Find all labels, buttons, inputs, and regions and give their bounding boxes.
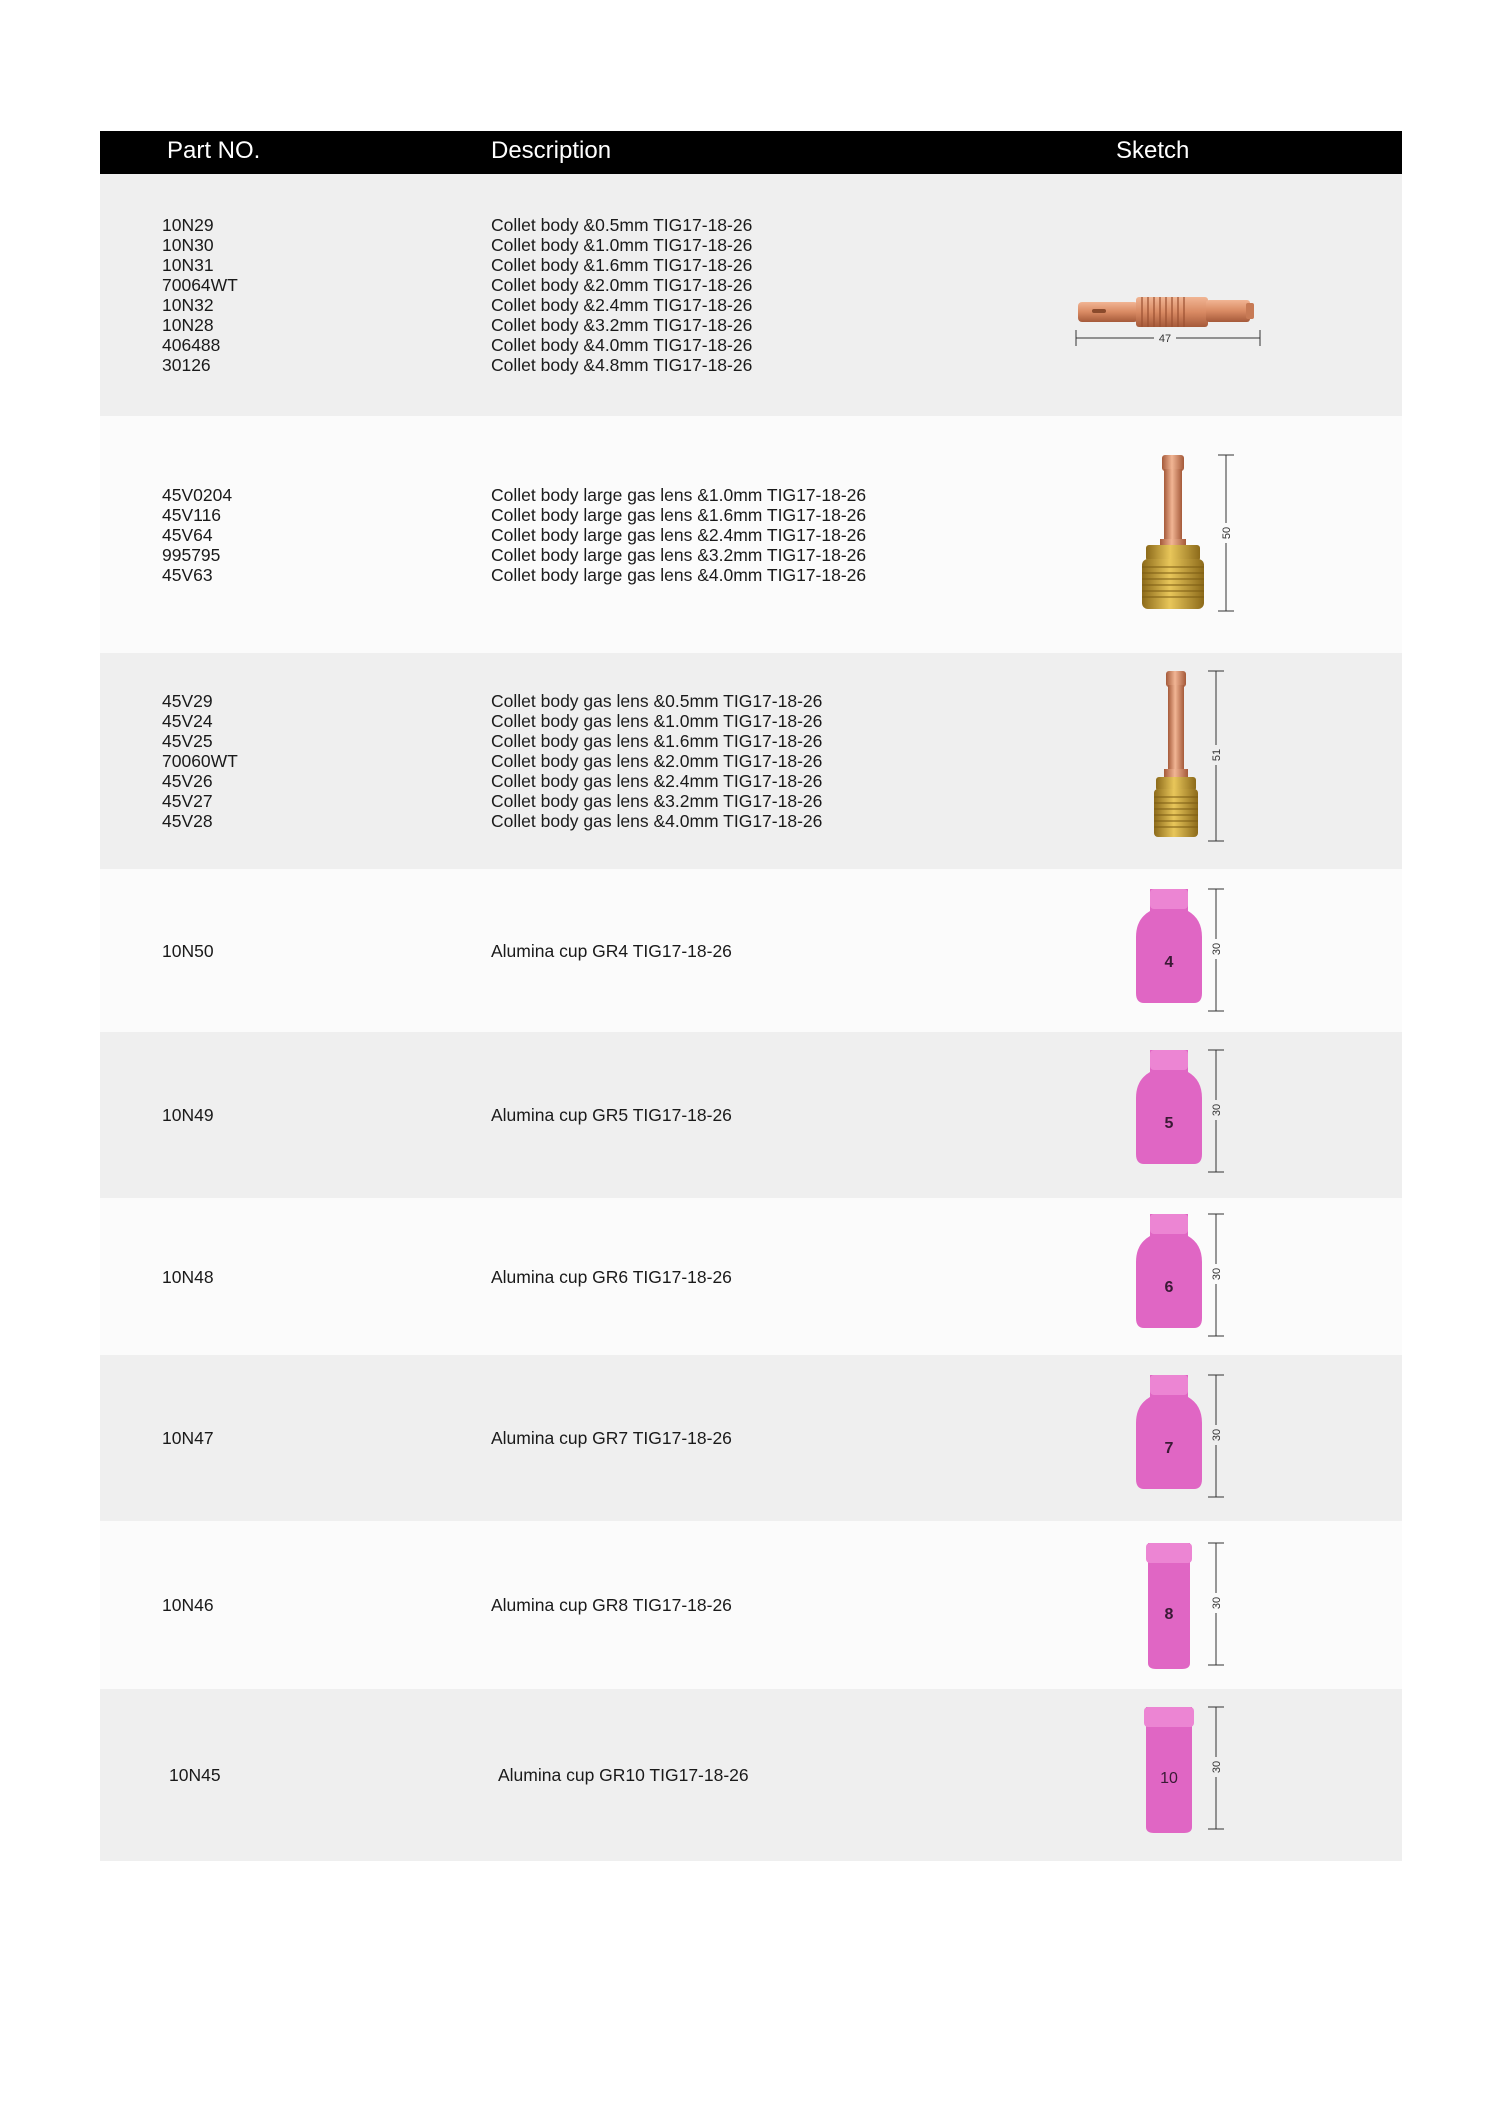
part-numbers [169, 1765, 221, 1785]
part-number: 10N29 [162, 215, 214, 235]
table-header [100, 131, 1402, 174]
alumina-cup-icon [1120, 1371, 1230, 1503]
header-part-no: Part NO. [167, 137, 261, 164]
large-gas-lens-icon [1120, 451, 1250, 626]
description: Collet body &0.5mm TIG17-18-26 [491, 215, 753, 235]
description: Collet body &3.2mm TIG17-18-26 [491, 315, 753, 335]
part-numbers [162, 215, 238, 375]
description: Collet body &2.0mm TIG17-18-26 [491, 275, 753, 295]
part-number: 10N45 [169, 1765, 221, 1785]
part-number: 45V24 [162, 711, 213, 731]
description: Alumina cup GR7 TIG17-18-26 [491, 1428, 732, 1448]
parts-table [100, 131, 1402, 1861]
descriptions [491, 1595, 732, 1615]
descriptions [491, 941, 732, 961]
descriptions [491, 485, 866, 585]
part-number: 10N32 [162, 295, 214, 315]
dimension-label: 30 [1211, 942, 1223, 956]
part-number: 995795 [162, 544, 221, 565]
dimension-label: 30 [1211, 1267, 1223, 1281]
dimension-label: 30 [1211, 1596, 1223, 1610]
part-numbers [162, 1105, 214, 1125]
table-row [100, 1689, 1402, 1861]
part-number: 10N49 [162, 1105, 214, 1125]
descriptions [491, 1428, 732, 1448]
table-row [100, 653, 1402, 869]
description: Collet body &4.8mm TIG17-18-26 [491, 355, 753, 375]
alumina-cup-icon [1120, 1703, 1230, 1835]
table-row [100, 869, 1402, 1032]
part-number: 10N46 [162, 1595, 214, 1615]
part-numbers [162, 1267, 214, 1287]
part-numbers [162, 1595, 214, 1615]
part-number: 10N30 [162, 235, 214, 255]
part-number: 45V0204 [162, 484, 233, 505]
cup-size-label: 8 [1164, 1606, 1174, 1623]
dimension-label: 30 [1211, 1760, 1223, 1774]
dimension-label: 50 [1221, 526, 1233, 540]
table-row [100, 1355, 1402, 1521]
part-number: 10N31 [162, 255, 214, 275]
description: Collet body gas lens &0.5mm TIG17-18-26 [491, 691, 823, 711]
dimension-label: 47 [1158, 333, 1172, 345]
dimension-label: 51 [1211, 748, 1223, 762]
alumina-cup-icon [1120, 1210, 1230, 1342]
table-row [100, 1032, 1402, 1198]
description: Collet body &4.0mm TIG17-18-26 [491, 335, 753, 355]
description: Collet body large gas lens &4.0mm TIG17-18-26 [491, 564, 867, 585]
collet-body-icon [1070, 284, 1270, 354]
part-number: 10N48 [162, 1266, 214, 1287]
description: Collet body gas lens &2.0mm TIG17-18-26 [491, 751, 823, 771]
part-number: 45V27 [162, 791, 213, 811]
part-number: 45V29 [162, 691, 213, 711]
description: Alumina cup GR8 TIG17-18-26 [491, 1595, 732, 1615]
descriptions [491, 1267, 732, 1287]
part-number: 406488 [162, 335, 221, 355]
cup-size-label: 4 [1164, 954, 1174, 971]
description: Collet body gas lens &1.0mm TIG17-18-26 [491, 711, 823, 731]
description: Collet body gas lens &3.2mm TIG17-18-26 [491, 791, 823, 811]
descriptions [498, 1765, 749, 1785]
description: Alumina cup GR6 TIG17-18-26 [491, 1266, 732, 1287]
description: Collet body large gas lens &1.0mm TIG17-18-26 [491, 484, 867, 505]
descriptions [491, 691, 822, 831]
part-number: 45V63 [162, 564, 213, 585]
description: Collet body large gas lens &2.4mm TIG17-18-26 [491, 524, 867, 545]
description: Collet body &2.4mm TIG17-18-26 [491, 295, 753, 315]
description: Collet body gas lens &4.0mm TIG17-18-26 [491, 811, 823, 831]
part-number: 45V28 [162, 811, 213, 831]
dimension-label: 30 [1211, 1103, 1223, 1117]
description: Collet body large gas lens &3.2mm TIG17-18-26 [491, 544, 867, 565]
part-number: 45V26 [162, 771, 213, 791]
part-numbers [162, 941, 214, 961]
header-sketch: Sketch [1116, 137, 1190, 164]
part-number: 10N47 [162, 1428, 214, 1448]
cup-size-label: 6 [1164, 1279, 1174, 1296]
part-number: 45V64 [162, 524, 213, 545]
part-numbers [162, 1428, 214, 1448]
cup-size-label: 10 [1160, 1770, 1178, 1787]
cup-size-label: 7 [1164, 1440, 1174, 1457]
header-description: Description [491, 137, 612, 164]
table-row [100, 416, 1402, 653]
gas-lens-icon [1130, 667, 1240, 857]
descriptions [491, 1105, 732, 1125]
description: Collet body large gas lens &1.6mm TIG17-18-26 [491, 504, 867, 525]
description: Collet body gas lens &1.6mm TIG17-18-26 [491, 731, 823, 751]
description: Collet body &1.6mm TIG17-18-26 [491, 255, 753, 275]
description: Alumina cup GR10 TIG17-18-26 [498, 1765, 749, 1785]
part-number: 45V116 [162, 504, 222, 525]
part-numbers [162, 485, 232, 585]
part-number: 10N28 [162, 315, 214, 335]
part-number: 70060WT [162, 751, 238, 771]
cup-size-label: 5 [1164, 1115, 1174, 1132]
table-row [100, 1198, 1402, 1355]
alumina-cup-icon [1120, 885, 1230, 1017]
description: Collet body gas lens &2.4mm TIG17-18-26 [491, 771, 823, 791]
part-numbers [162, 691, 238, 831]
description: Alumina cup GR4 TIG17-18-26 [491, 940, 732, 961]
description: Alumina cup GR5 TIG17-18-26 [491, 1105, 732, 1125]
part-number: 70064WT [162, 275, 238, 295]
table-row [100, 1521, 1402, 1689]
alumina-cup-icon [1120, 1046, 1230, 1178]
part-number: 30126 [162, 355, 211, 375]
table-row [100, 174, 1402, 416]
dimension-label: 30 [1211, 1428, 1223, 1442]
part-number: 10N50 [162, 940, 214, 961]
part-number: 45V25 [162, 731, 213, 751]
descriptions [491, 215, 752, 375]
alumina-cup-icon [1120, 1539, 1230, 1671]
description: Collet body &1.0mm TIG17-18-26 [491, 235, 753, 255]
